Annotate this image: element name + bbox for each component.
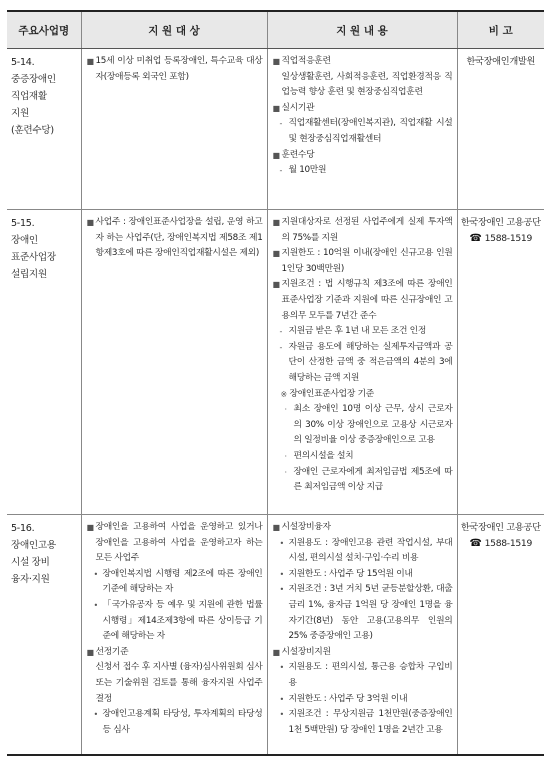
square-bullet-icon: ■ [272, 218, 280, 227]
program-name-line: 설립지원 [11, 269, 47, 280]
list-item [273, 582, 453, 644]
list-item [273, 645, 453, 661]
list-item-text: 장애인표준사업장 기준 [289, 388, 374, 399]
table-header-row [7, 11, 544, 49]
table-row [7, 49, 544, 210]
dash-bullet-icon: • [93, 569, 98, 579]
list-item [273, 567, 453, 583]
program-name-line: 직업재활 [11, 91, 47, 102]
list-item [273, 465, 453, 496]
list-item-text: 월 10만원 [288, 165, 327, 176]
header-content: 지 원 내 용 [267, 11, 457, 49]
telephone-icon: ☎ [469, 233, 482, 244]
list-item [273, 387, 453, 403]
header-program: 주요사업명 [7, 11, 81, 49]
list-item [273, 277, 453, 324]
content-cell [267, 49, 457, 210]
list-item-text: 지원한도 : 10억원 이내(장애인 신규고용 인원 1인당 30백만원) [281, 248, 453, 274]
square-bullet-icon: ■ [272, 103, 280, 113]
list-item-text: 지원용도 : 편의시설, 통근용 승합차 구입비용 [288, 662, 453, 688]
document-page [7, 10, 544, 754]
list-item-text: 훈련수당 [281, 149, 315, 160]
list-item-text: 지원대상자로 선정된 사업주에게 실제 투자액의 75%를 지원 [281, 217, 453, 243]
program-name-line: 5-15. [11, 218, 35, 229]
program-name-line: 장애인고용 [11, 540, 56, 551]
list-item [273, 116, 453, 147]
list-item-text: 장애인을 고용하여 사업을 운영하고 있거나 장애인을 고용하여 사업을 운영하고자 하는 모든 사업주 [95, 522, 263, 564]
square-bullet-icon: ■ [272, 280, 280, 290]
list-item [273, 101, 453, 117]
header-target: 지 원 대 상 [81, 11, 267, 49]
list-item [87, 645, 263, 661]
list-item-text: 장애인복지법 시행령 제2조에 따른 장애인 기준에 해당하는 자 [102, 568, 263, 595]
square-bullet-icon: ■ [86, 57, 94, 66]
list-item [273, 692, 453, 708]
list-item-text: 15세 이상 미취업 등록장애인, 특수교육 대상자(장애등록 외국인 포함) [95, 56, 263, 82]
list-item-text: 신청서 접수 후 지사별 (융자)심사위원회 심사 또는 기술위원 검토를 통해 융자지원 사업주 결정 [95, 662, 263, 704]
program-name-line: 5-16. [11, 523, 35, 534]
dash-bullet-icon: · [284, 405, 287, 415]
organization-name: 한국장애인 고용공단 [460, 522, 541, 533]
note-cell [457, 49, 544, 210]
reference-mark-icon: ※ [280, 389, 287, 399]
list-item [273, 402, 453, 449]
program-name-cell [7, 49, 81, 210]
square-bullet-icon: ■ [86, 647, 94, 657]
list-item-text: 실시기관 [281, 102, 315, 113]
dash-bullet-icon: - [279, 342, 283, 352]
target-cell [81, 49, 267, 210]
list-item [273, 54, 453, 70]
list-item-text: 장애인고용계획 타당성, 투자계획의 타당성 등 심사 [102, 709, 263, 735]
square-bullet-icon: ■ [272, 249, 280, 259]
program-name-line: 5-14. [11, 57, 35, 68]
dash-bullet-icon: · [284, 467, 287, 477]
list-item-text: 지원한도 : 사업주 당 15억원 이내 [288, 568, 413, 579]
list-item [87, 567, 263, 598]
list-item-text: 지원금 받은 후 1년 내 모든 조건 인정 [288, 326, 427, 337]
phone-number-text: 1588-1519 [484, 233, 533, 244]
square-bullet-icon: ■ [86, 523, 94, 532]
square-bullet-icon: ■ [86, 218, 94, 227]
dash-bullet-icon: • [93, 600, 98, 610]
dash-bullet-icon: • [279, 710, 284, 720]
dash-bullet-icon: · [284, 451, 287, 461]
organization-name: 한국장애인 고용공단 [460, 217, 541, 228]
telephone-icon: ☎ [469, 538, 482, 549]
header-note: 비 고 [457, 11, 544, 49]
list-item [87, 215, 263, 262]
list-item-text: 직업적응훈련 [281, 56, 331, 66]
note-cell [457, 515, 544, 755]
dash-bullet-icon: - [279, 327, 283, 337]
program-name-line: 표준사업장 [11, 252, 56, 263]
list-item [273, 449, 453, 465]
target-cell [81, 515, 267, 755]
dash-bullet-icon: • [279, 694, 284, 704]
dash-bullet-icon: • [279, 538, 284, 548]
table-row [7, 515, 544, 755]
program-name-line: 지원 [11, 108, 29, 119]
list-item [273, 246, 453, 277]
list-item [87, 660, 263, 707]
square-bullet-icon: ■ [272, 647, 280, 657]
list-item [87, 707, 263, 738]
list-item [273, 707, 453, 738]
list-item [273, 70, 453, 101]
list-item [87, 598, 263, 645]
square-bullet-icon: ■ [272, 523, 280, 532]
list-item [87, 520, 263, 567]
list-item-text: 사업주 : 장애인표준사업장을 설립, 운영 하고자 하는 사업주(단, 장애인복지법 제58조 제1항제3호에 따른 장애인직업재활시설은 제외) [95, 217, 263, 259]
list-item-text: 지원조건 : 법 시행규칙 제3조에 따른 장애인 표준사업장 기준과 지원에 따른 신규장애인 고용의무 모두를 7년간 준수 [281, 279, 453, 321]
program-name-line: 융자·지원 [11, 574, 50, 585]
content-cell [267, 210, 457, 515]
list-item-text: 시설장비융자 [281, 522, 331, 532]
dash-bullet-icon: • [279, 585, 284, 595]
organization-name: 한국장애인개발원 [466, 56, 536, 67]
dash-bullet-icon: • [93, 710, 98, 720]
square-bullet-icon: ■ [272, 57, 280, 66]
list-item [87, 54, 263, 85]
list-item-text: 시설장비지원 [281, 646, 331, 657]
phone-number-text: 1588-1519 [484, 538, 533, 549]
support-program-table [7, 10, 544, 756]
program-name-cell [7, 210, 81, 515]
list-item-text: 지원조건 : 3년 거치 5년 균등분할상환, 대출금리 1%, 융자금 1억원 당 장애인 1명을 융자기간(8년) 동안 고용(고용의무 인원의 25% 중증장애인 고용) [288, 584, 453, 642]
list-item [273, 340, 453, 387]
dash-bullet-icon: - [279, 119, 283, 129]
phone-number [460, 536, 543, 552]
list-item-text: 「국가유공자 등 예우 및 지원에 관한 법률 시행령」제14조제3항에 따른 상이등급 기준에 해당하는 자 [102, 599, 263, 642]
list-item [273, 324, 453, 340]
program-name-line: 장애인 [11, 235, 38, 246]
dash-bullet-icon: • [279, 569, 284, 579]
list-item [273, 536, 453, 567]
list-item-text: 자원금 용도에 해당하는 실제투자금액과 공단이 산정한 금액 중 적은금액의 4분의 3에 해당하는 금액 지원 [288, 341, 453, 383]
list-item-text: 편의시설을 설치 [293, 450, 354, 461]
dash-bullet-icon: - [279, 166, 283, 176]
square-bullet-icon: ■ [272, 150, 280, 160]
table-row [7, 210, 544, 515]
list-item-text: 일상생활훈련, 사회적응훈련, 직업환경적응 직업능력 향상 훈련 및 현장중심직업훈련 [281, 71, 453, 98]
program-name-line: (훈련수당) [11, 125, 54, 136]
list-item-text: 지원조건 : 무상지원금 1천만원(중증장애인 1천 5백만원) 당 장애인 1명을 2년간 고용 [288, 709, 453, 735]
target-cell [81, 210, 267, 515]
list-item-text: 지원용도 : 장애인고용 관련 작업시설, 부대시설, 편의시설 설치·구입·수리 비용 [288, 537, 453, 564]
dash-bullet-icon: • [279, 663, 284, 673]
list-item [273, 163, 453, 179]
program-name-line: 시설 장비 [11, 557, 50, 568]
content-cell [267, 515, 457, 755]
list-item [273, 215, 453, 246]
list-item-text: 직업재활센터(장애인복지관), 직업재활 시설 및 현장중심직업재활센터 [288, 118, 453, 144]
list-item-text: 선정기준 [95, 646, 129, 657]
phone-number [460, 231, 543, 247]
program-name-cell [7, 515, 81, 755]
list-item-text: 장애인 근로자에게 최저임금법 제5조에 따른 최저임금액 이상 지급 [293, 466, 453, 493]
list-item [273, 520, 453, 536]
list-item [273, 148, 453, 164]
list-item-text: 최소 장애인 10명 이상 근무, 상시 근로자의 30% 이상 장애인으로 고용상 시근로자의 일정비율 이상 중증장애인으로 고용 [293, 404, 453, 446]
note-cell [457, 210, 544, 515]
list-item-text: 지원한도 : 사업주 당 3억원 이내 [288, 693, 408, 704]
list-item [273, 660, 453, 691]
program-name-line: 중증장애인 [11, 74, 56, 85]
